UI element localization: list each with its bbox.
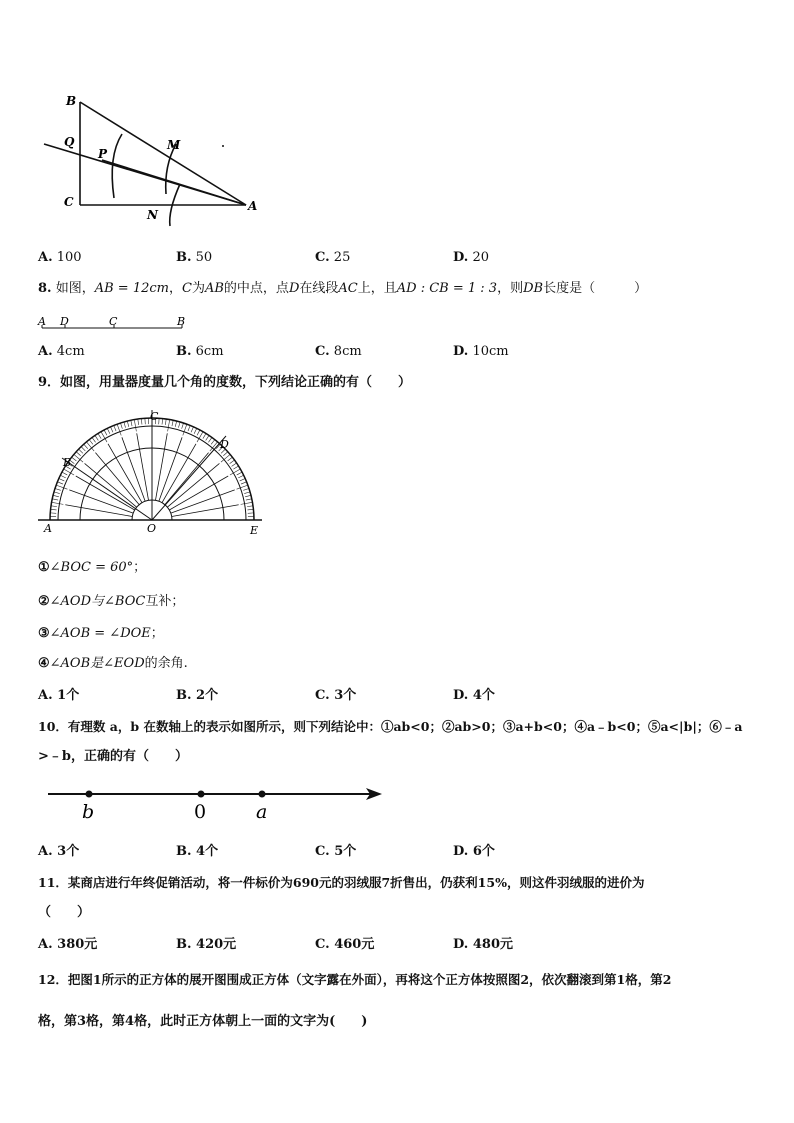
q12-stem-line1: 12．把图1所示的正方体的展开图围成正方体（文字露在外面），再将这个正方体按照图2，依次翻滚到第1格，第2 [38,972,672,987]
prot-label-a: A [44,522,52,535]
protractor-tick [76,452,80,456]
protractor-tick [141,419,142,425]
protractor-tick [107,428,110,433]
protractor-tick [111,427,113,432]
protractor-tick [191,427,193,432]
q9-option-b[interactable]: B. 2个 [176,688,219,703]
protractor-tick [188,425,190,431]
axis-label-zero: 0 [194,801,207,822]
protractor-tick [245,495,251,496]
q9-statement-1: ①∠BOC = 60°； [38,560,147,575]
label-c: C [64,195,74,209]
protractor-tick [243,488,249,490]
q9-statement-4: ④∠AOB是∠EOD的余角. [38,656,188,671]
protractor-tick [168,420,170,432]
protractor-tick [60,475,65,478]
protractor-ray [137,433,149,500]
number-line-figure [44,780,389,822]
protractor-tick [246,499,252,500]
protractor-tick [203,433,206,438]
q9-option-a[interactable]: A. 1个 [38,688,80,703]
protractor-tick [165,419,166,425]
q11-option-a[interactable]: A. 380元 [38,937,98,952]
seg-label-a: A [38,315,46,328]
protractor-tick [81,447,85,451]
q10-stem-line1: 10．有理数 a，b 在数轴上的表示如图所示，则下列结论中：①ab<0；②ab>0；③a+b<0；④a﹣b<0；⑤a<|b|；⑥﹣a [38,719,743,734]
q11-stem-line1: 11．某商店进行年终促销活动，将一件标价为690元的羽绒服7折售出，仍获利15%，则这件羽绒服的进价为 [38,875,645,890]
segment-figure [36,314,196,336]
label-p: P [98,147,108,161]
protractor-tick [53,495,59,496]
protractor-tick [117,424,121,435]
protractor-tick [183,424,187,435]
q10-option-b[interactable]: B. 4个 [176,844,219,859]
protractor-tick [241,482,247,484]
protractor-figure [36,408,268,538]
label-m: M [167,138,181,152]
q11-option-d[interactable]: D. 480元 [453,937,514,952]
protractor-tick [244,492,250,494]
q7-option-a[interactable]: A. 100 [38,250,82,265]
q11-option-b[interactable]: B. 420元 [176,937,237,952]
q11-stem-line2: （ ） [38,905,91,920]
q8-option-b[interactable]: B. 6cm [176,344,224,359]
q12-stem-line2: 格，第3格，第4格，此时正方体朝上一面的文字为( ) [38,1014,368,1029]
q7-option-d[interactable]: D. 20 [453,250,490,265]
q10-stem-line2: >﹣b，正确的有（ ） [38,749,188,764]
q9-option-c[interactable]: C. 3个 [315,688,357,703]
prot-label-o: O [147,522,157,535]
protractor-tick [127,421,128,427]
label-q: Q [64,135,75,149]
protractor-tick [162,419,163,425]
protractor-tick [182,423,184,429]
axis-label-a: a [256,801,268,822]
protractor-tick [240,479,245,481]
q10-option-a[interactable]: A. 3个 [38,844,80,859]
protractor-tick [238,475,243,478]
axis-label-b: b [82,801,95,822]
protractor-ray [122,437,145,501]
protractor-tick [197,430,200,435]
q8-option-a[interactable]: A. 4cm [38,344,85,359]
q8-option-d[interactable]: D. 10cm [453,344,509,359]
seg-label-b: B [177,315,186,328]
protractor-tick [62,472,67,475]
protractor-tick [211,440,215,445]
protractor-tick [172,420,173,426]
q9-statement-2: ②∠AOD与∠BOC互补； [38,594,185,609]
protractor-tick [79,449,83,453]
seg-label-c: C [109,315,118,328]
label-b: B [66,94,77,108]
q10-option-c[interactable]: C. 5个 [315,844,357,859]
protractor-tick [247,509,253,510]
protractor-tick [241,502,253,504]
protractor-tick [54,492,60,494]
label-a: A [248,199,258,213]
protractor-tick [138,419,139,425]
protractor-tick [51,506,57,507]
q8-stem: 8. 如图，AB = 12cm，C为AB的中点，点D在线段AC上，且AD : CB = 1 : 3，则DB长度是（ ） [38,281,648,296]
protractor-tick [206,435,209,440]
protractor-tick [57,482,63,484]
protractor-tick [55,488,61,490]
protractor-ray [65,505,132,517]
protractor-tick [98,433,101,438]
protractor-tick [237,485,248,489]
protractor-tick [247,506,253,507]
protractor-tick [131,420,132,426]
prot-label-d: D [220,438,229,451]
q8-option-c[interactable]: C. 8cm [315,344,362,359]
protractor-ray [171,490,235,513]
protractor-tick [134,420,136,432]
protractor-tick [194,428,197,433]
protractor-tick [228,457,233,461]
protractor-tick [56,485,67,489]
protractor-tick [223,452,227,456]
protractor-tick [178,422,180,428]
protractor-tick [232,463,237,466]
prot-label-b: B [63,456,72,469]
q9-option-d[interactable]: D. 4个 [453,688,495,703]
triangle-construction-figure [36,86,266,231]
protractor-tick [208,437,212,442]
protractor-ray [172,505,239,517]
protractor-tick [124,422,126,428]
prot-label-e: E [250,524,259,537]
protractor-tick [52,502,64,504]
protractor-tick [237,472,242,475]
protractor-tick [95,435,98,440]
protractor-tick [230,460,235,464]
q11-option-c[interactable]: C. 460元 [315,937,375,952]
protractor-ray [155,433,167,500]
protractor-ray [159,437,182,501]
q7-option-b[interactable]: B. 50 [176,250,213,265]
protractor-tick [233,466,238,469]
protractor-tick [104,430,107,435]
protractor-tick [92,437,96,442]
label-n: N [147,208,158,222]
prot-label-c: C [150,410,159,423]
protractor-tick [114,425,116,431]
protractor-tick [59,479,64,481]
protractor-tick [52,499,58,500]
protractor-tick [84,444,88,448]
protractor-tick [175,421,176,427]
seg-label-d: D [60,315,69,328]
q7-option-c[interactable]: C. 25 [315,250,351,265]
protractor-tick [72,457,77,461]
protractor-tick [89,440,93,445]
q9-statement-3: ③∠AOB = ∠DOE； [38,626,164,641]
q10-option-d[interactable]: D. 6个 [453,844,495,859]
protractor-tick [120,423,122,429]
protractor-ray [69,490,133,513]
protractor-tick [51,509,57,510]
q9-stem: 9．如图，用量器度量几个角的度数，下列结论正确的有（ ） [38,375,412,390]
